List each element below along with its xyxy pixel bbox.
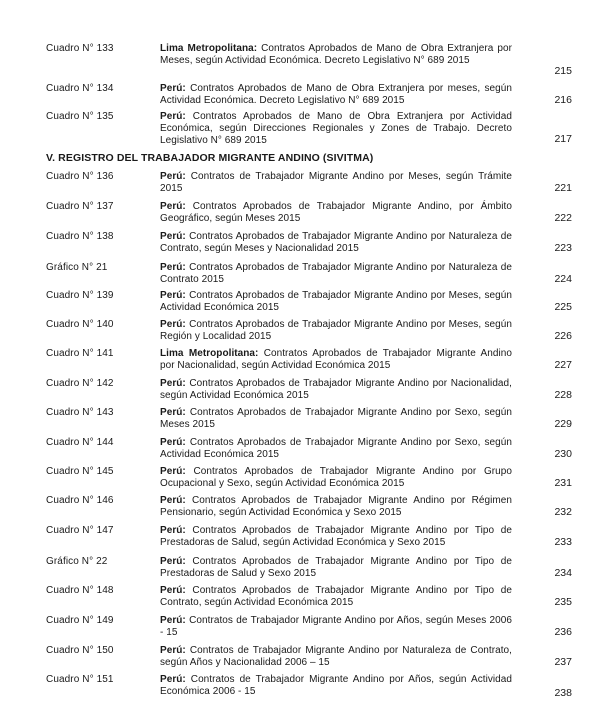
entry-page-number: 232 (554, 506, 572, 518)
entry-description (160, 407, 512, 431)
entry-description (160, 495, 512, 519)
entry-text: Contratos Aprobados de Trabajador Migrante Andino por Nacionalidad, según Actividad Económica 2015 (160, 378, 512, 401)
entry-text: Contratos Aprobados de Mano de Obra Extranjera por Meses, según Actividad Económica. Decreto Legislativo N° 689 2015 (160, 43, 512, 66)
entry-scope: Perú: (160, 171, 186, 182)
entry-page-number: 229 (554, 418, 572, 430)
entry-page-number: 225 (554, 301, 572, 313)
entry-description (160, 556, 512, 580)
entry-scope: Perú: (160, 201, 186, 212)
entry-text: Contratos de Trabajador Migrante Andino por Años, según Actividad Económica 2006 - 15 (160, 674, 512, 697)
entry-page-number: 215 (554, 65, 572, 77)
entry-text: Contratos de Trabajador Migrante Andino por Naturaleza de Contrato, según Años y Nacionalidad 2006 – 15 (160, 645, 512, 668)
entry-text: Contratos de Trabajador Migrante Andino por Meses, según Trámite 2015 (160, 171, 512, 194)
entry-text: Contratos Aprobados de Trabajador Migrante Andino por Naturaleza de Contrato 2015 (160, 262, 512, 285)
entry-reference: Cuadro N° 148 (46, 585, 114, 596)
entry-reference: Gráfico N° 22 (46, 556, 108, 567)
entry-description (160, 615, 512, 639)
entry-reference: Cuadro N° 140 (46, 319, 114, 330)
entry-text: Contratos Aprobados de Trabajador Migrante Andino por Grupo Ocupacional y Sexo, según Actividad Económica 2015 (160, 466, 512, 489)
entry-description (160, 171, 512, 195)
entry-scope: Lima Metropolitana: (160, 348, 259, 359)
entry-description (160, 645, 512, 669)
entry-text: Contratos Aprobados de Trabajador Migrante Andino por Tipo de Prestadoras de Salud y Sexo 2015 (160, 556, 512, 579)
entry-scope: Perú: (160, 615, 186, 626)
entry-description (160, 525, 512, 549)
entry-page-number: 221 (554, 182, 572, 194)
entry-description (160, 674, 512, 698)
entry-reference: Cuadro N° 141 (46, 348, 114, 359)
entry-reference: Cuadro N° 151 (46, 674, 114, 685)
entry-reference: Cuadro N° 144 (46, 437, 114, 448)
entry-scope: Perú: (160, 407, 186, 418)
entry-reference: Cuadro N° 135 (46, 111, 114, 122)
entry-reference: Cuadro N° 139 (46, 290, 114, 301)
entry-reference: Cuadro N° 150 (46, 645, 114, 656)
entry-reference: Cuadro N° 138 (46, 231, 114, 242)
entry-page-number: 238 (554, 687, 572, 699)
entry-page-number: 234 (554, 567, 572, 579)
entry-description (160, 319, 512, 343)
entry-reference: Cuadro N° 146 (46, 495, 114, 506)
entry-scope: Perú: (160, 437, 186, 448)
entry-text: Contratos Aprobados de Trabajador Migrante Andino por Nacionalidad, según Actividad Económica 2015 (160, 348, 512, 371)
entry-description (160, 83, 512, 107)
entry-text: Contratos Aprobados de Trabajador Migrante Andino por Naturaleza de Contrato, según Meses y Nacionalidad 2015 (160, 231, 512, 254)
entry-description (160, 466, 512, 490)
entry-text: Contratos Aprobados de Trabajador Migrante Andino por Sexo, según Actividad Económica 2015 (160, 437, 512, 460)
entry-reference: Cuadro N° 149 (46, 615, 114, 626)
entry-scope: Perú: (160, 111, 186, 122)
entry-page-number: 237 (554, 656, 572, 668)
entry-page-number: 227 (554, 359, 572, 371)
entry-page-number: 233 (554, 536, 572, 548)
entry-reference: Cuadro N° 142 (46, 378, 114, 389)
entry-page-number: 223 (554, 242, 572, 254)
entry-page-number: 228 (554, 389, 572, 401)
entry-scope: Perú: (160, 319, 186, 330)
entry-text: Contratos Aprobados de Trabajador Migrante Andino por Régimen Pensionario, según Actividad Económica y Sexo 2015 (160, 495, 512, 518)
entry-text: Contratos Aprobados de Mano de Obra Extranjera por meses, según Actividad Económica. Decreto Legislativo N° 689 2015 (160, 83, 512, 106)
entry-page-number: 222 (554, 212, 572, 224)
entry-description (160, 111, 512, 147)
entry-description (160, 585, 512, 609)
entry-page-number: 236 (554, 626, 572, 638)
entry-description (160, 231, 512, 255)
entry-scope: Perú: (160, 378, 186, 389)
entry-text: Contratos Aprobados de Trabajador Migrante Andino por Tipo de Prestadoras de Salud, según Actividad Económica y Sexo 2015 (160, 525, 512, 548)
entry-page-number: 230 (554, 448, 572, 460)
entry-scope: Perú: (160, 525, 186, 536)
entry-description (160, 201, 512, 225)
entry-text: Contratos Aprobados de Trabajador Migrante Andino por Meses, según Actividad Económica 2015 (160, 290, 512, 313)
entry-reference: Cuadro N° 136 (46, 171, 114, 182)
entry-reference: Cuadro N° 147 (46, 525, 114, 536)
entry-page-number: 216 (554, 94, 572, 106)
entry-description (160, 348, 512, 372)
entry-description (160, 378, 512, 402)
entry-reference: Cuadro N° 145 (46, 466, 114, 477)
entry-reference: Cuadro N° 134 (46, 83, 114, 94)
entry-text: Contratos de Trabajador Migrante Andino por Años, según Meses 2006 - 15 (160, 615, 512, 638)
entry-scope: Lima Metropolitana: (160, 43, 258, 54)
entry-text: Contratos Aprobados de Trabajador Migrante Andino por Tipo de Contrato, según Actividad Económica 2015 (160, 585, 512, 608)
entry-description (160, 290, 512, 314)
entry-reference: Gráfico N° 21 (46, 262, 108, 273)
entry-text: Contratos Aprobados de Mano de Obra Extranjera por Actividad Económica, según Direcciones Regionales y Zones de Trabajo. Decreto Legislativo N° 689 2015 (160, 111, 512, 146)
entry-scope: Perú: (160, 83, 186, 94)
entry-page-number: 235 (554, 596, 572, 608)
entry-scope: Perú: (160, 674, 186, 685)
entry-page-number: 226 (554, 330, 572, 342)
section-heading: V. REGISTRO DEL TRABAJADOR MIGRANTE ANDINO (SIVITMA) (46, 152, 374, 164)
entry-scope: Perú: (160, 466, 186, 477)
entry-text: Contratos Aprobados de Trabajador Migrante Andino por Sexo, según Meses 2015 (160, 407, 512, 430)
entry-reference: Cuadro N° 133 (46, 43, 114, 54)
entry-description (160, 262, 512, 286)
entry-scope: Perú: (160, 556, 186, 567)
entry-scope: Perú: (160, 645, 186, 656)
entry-page-number: 224 (554, 273, 572, 285)
entry-text: Contratos Aprobados de Trabajador Migrante Andino por Meses, según Región y Localidad 2015 (160, 319, 512, 342)
entry-description (160, 437, 512, 461)
entry-page-number: 231 (554, 477, 572, 489)
entry-description (160, 43, 512, 67)
entry-reference: Cuadro N° 143 (46, 407, 114, 418)
entry-page-number: 217 (554, 133, 572, 145)
entry-reference: Cuadro N° 137 (46, 201, 114, 212)
entry-scope: Perú: (160, 290, 186, 301)
entry-scope: Perú: (160, 585, 186, 596)
entry-scope: Perú: (160, 231, 186, 242)
entry-text: Contratos Aprobados de Trabajador Migrante Andino, por Ámbito Geográfico, según Meses 2015 (160, 201, 512, 224)
entry-scope: Perú: (160, 262, 186, 273)
entry-scope: Perú: (160, 495, 186, 506)
